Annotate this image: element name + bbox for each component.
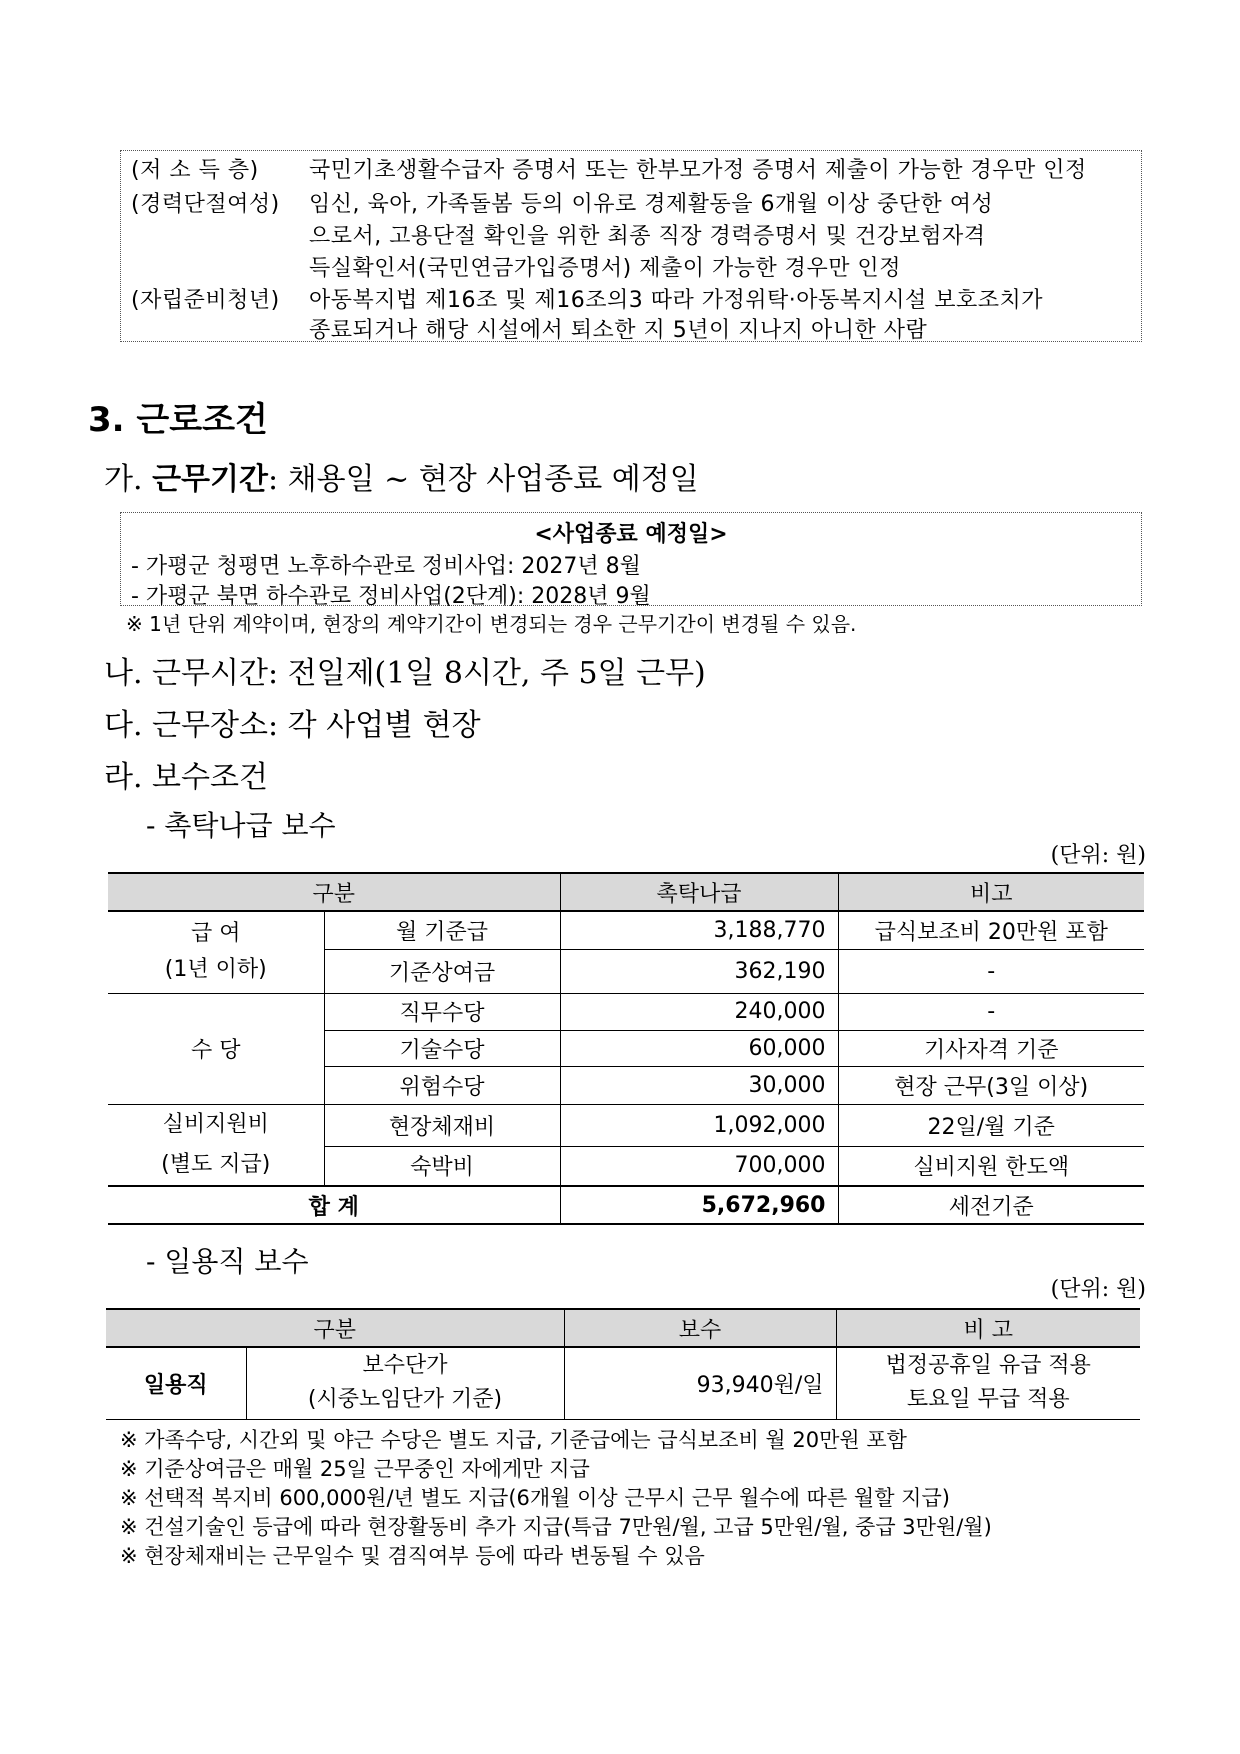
section-title: 3. 근로조건 xyxy=(88,400,268,440)
daily-note xyxy=(836,1347,1140,1419)
contract-header-note: 비고 xyxy=(838,873,1144,911)
row-amount: 30,000 xyxy=(560,1066,838,1104)
pay-title: 라. 보수조건 xyxy=(104,760,268,795)
row-amount: 362,190 xyxy=(560,949,838,993)
row-amount: 700,000 xyxy=(560,1146,838,1186)
daily-item-sub: (시중노임단가 기준) xyxy=(307,1387,503,1413)
row-note: 현장 근무(3일 이상) xyxy=(838,1066,1144,1104)
daily-unit: (단위: 원) xyxy=(1050,1277,1146,1302)
group-salary xyxy=(108,911,324,993)
daily-note-line: 법정공휴일 유급 적용 xyxy=(885,1353,1091,1379)
row-amount: 60,000 xyxy=(560,1030,838,1066)
work-place: 다. 근무장소: 각 사업별 현장 xyxy=(104,708,481,743)
group-allowance: 수 당 xyxy=(108,993,324,1104)
row-amount: 3,188,770 xyxy=(560,911,838,949)
end-date-item: - 가평군 북면 하수관로 정비사업(2단계): 2028년 9월 xyxy=(131,584,651,609)
eligibility-text: 종료되거나 해당 시설에서 퇴소한 지 5년이 지나지 아니한 사람 xyxy=(309,318,928,343)
row-note: 기사자격 기준 xyxy=(838,1030,1144,1066)
row-name: 직무수당 xyxy=(324,993,560,1030)
contract-pay-table xyxy=(108,872,1144,1225)
work-period xyxy=(104,454,699,498)
contract-header-category: 구분 xyxy=(108,873,560,911)
work-hours: 나. 근무시간: 전일제(1일 8시간, 주 5일 근무) xyxy=(104,656,706,691)
daily-item-label: 보수단가 xyxy=(362,1353,448,1379)
eligibility-label: (자립준비청년) xyxy=(131,288,280,313)
end-date-item: - 가평군 청평면 노후하수관로 정비사업: 2027년 8월 xyxy=(131,554,641,579)
total-note: 세전기준 xyxy=(838,1186,1144,1224)
end-dates-box xyxy=(120,512,1142,609)
contract-unit: (단위: 원) xyxy=(1050,843,1146,868)
work-period-prefix: 가. xyxy=(104,462,143,497)
row-note: - xyxy=(838,949,1144,993)
daily-subtitle: - 일용직 보수 xyxy=(146,1245,309,1278)
row-name: 숙박비 xyxy=(324,1146,560,1186)
daily-type: 일용직 xyxy=(106,1347,246,1419)
row-amount: 240,000 xyxy=(560,993,838,1030)
eligibility-text: 으로서, 고용단절 확인을 위한 최종 직장 경력증명서 및 건강보험자격 xyxy=(309,224,986,249)
group-expense-label: 실비지원비 xyxy=(162,1111,269,1137)
total-label: 합 계 xyxy=(108,1186,560,1224)
row-name: 위험수당 xyxy=(324,1066,560,1104)
footnote: ※ 기준상여금은 매월 25일 근무중인 자에게만 지급 xyxy=(120,1457,590,1481)
group-salary-label: 급 여 xyxy=(191,921,241,947)
footnote: ※ 선택적 복지비 600,000원/년 별도 지급(6개월 이상 근무시 근무 월수에 따른 월할 지급) xyxy=(120,1486,950,1510)
eligibility-text: 임신, 육아, 가족돌봄 등의 이유로 경제활동을 6개월 이상 중단한 여성 xyxy=(309,192,994,217)
row-name: 현장체재비 xyxy=(324,1104,560,1146)
daily-header-note: 비 고 xyxy=(836,1309,1140,1347)
footnote: ※ 가족수당, 시간외 및 야근 수당은 별도 지급, 기준급에는 급식보조비 월 20만원 포함 xyxy=(120,1428,907,1452)
daily-amount: 93,940원/일 xyxy=(564,1347,836,1419)
eligibility-text: 득실확인서(국민연금가입증명서) 제출이 가능한 경우만 인정 xyxy=(309,256,901,281)
row-name: 기준상여금 xyxy=(324,949,560,993)
row-note: 22일/월 기준 xyxy=(838,1104,1144,1146)
daily-header-category: 구분 xyxy=(106,1309,564,1347)
row-note: - xyxy=(838,993,1144,1030)
group-salary-sub: (1년 이하) xyxy=(164,957,267,983)
row-name: 기술수당 xyxy=(324,1030,560,1066)
contract-subtitle: - 촉탁나급 보수 xyxy=(146,809,336,842)
footnotes xyxy=(120,1424,992,1569)
eligibility-label: (경력단절여성) xyxy=(131,192,280,217)
footnote: ※ 건설기술인 등급에 따라 현장활동비 추가 지급(특급 7만원/월, 고급 5만원/월, 중급 3만원/월) xyxy=(120,1515,992,1539)
daily-pay-table xyxy=(106,1308,1140,1420)
eligibility-text: 아동복지법 제16조 및 제16조의3 따라 가정위탁·아동복지시설 보호조치가 xyxy=(309,288,1043,313)
row-note: 실비지원 한도액 xyxy=(838,1146,1144,1186)
daily-item xyxy=(246,1347,564,1419)
contract-header-amount: 촉탁나급 xyxy=(560,873,838,911)
eligibility-box xyxy=(120,150,1142,342)
group-expense xyxy=(108,1104,324,1186)
eligibility-text: 국민기초생활수급자 증명서 또는 한부모가정 증명서 제출이 가능한 경우만 인정 xyxy=(309,158,1087,183)
daily-note-line: 토요일 무급 적용 xyxy=(906,1387,1070,1413)
contract-note: ※ 1년 단위 계약이며, 현장의 계약기간이 변경되는 경우 근무기간이 변경될 수 있음. xyxy=(126,612,857,636)
group-expense-sub: (별도 지급) xyxy=(161,1151,271,1177)
work-period-label: 근무기간 xyxy=(152,462,268,497)
total-amount: 5,672,960 xyxy=(560,1186,838,1224)
work-period-value: : 채용일 ~ 현장 사업종료 예정일 xyxy=(268,462,699,497)
daily-header-amount: 보수 xyxy=(564,1309,836,1347)
row-name: 월 기준급 xyxy=(324,911,560,949)
end-dates-title: <사업종료 예정일> xyxy=(534,522,728,547)
eligibility-label: (저 소 득 층) xyxy=(131,158,259,183)
row-amount: 1,092,000 xyxy=(560,1104,838,1146)
footnote: ※ 현장체재비는 근무일수 및 겸직여부 등에 따라 변동될 수 있음 xyxy=(120,1544,705,1568)
row-note: 급식보조비 20만원 포함 xyxy=(838,911,1144,949)
